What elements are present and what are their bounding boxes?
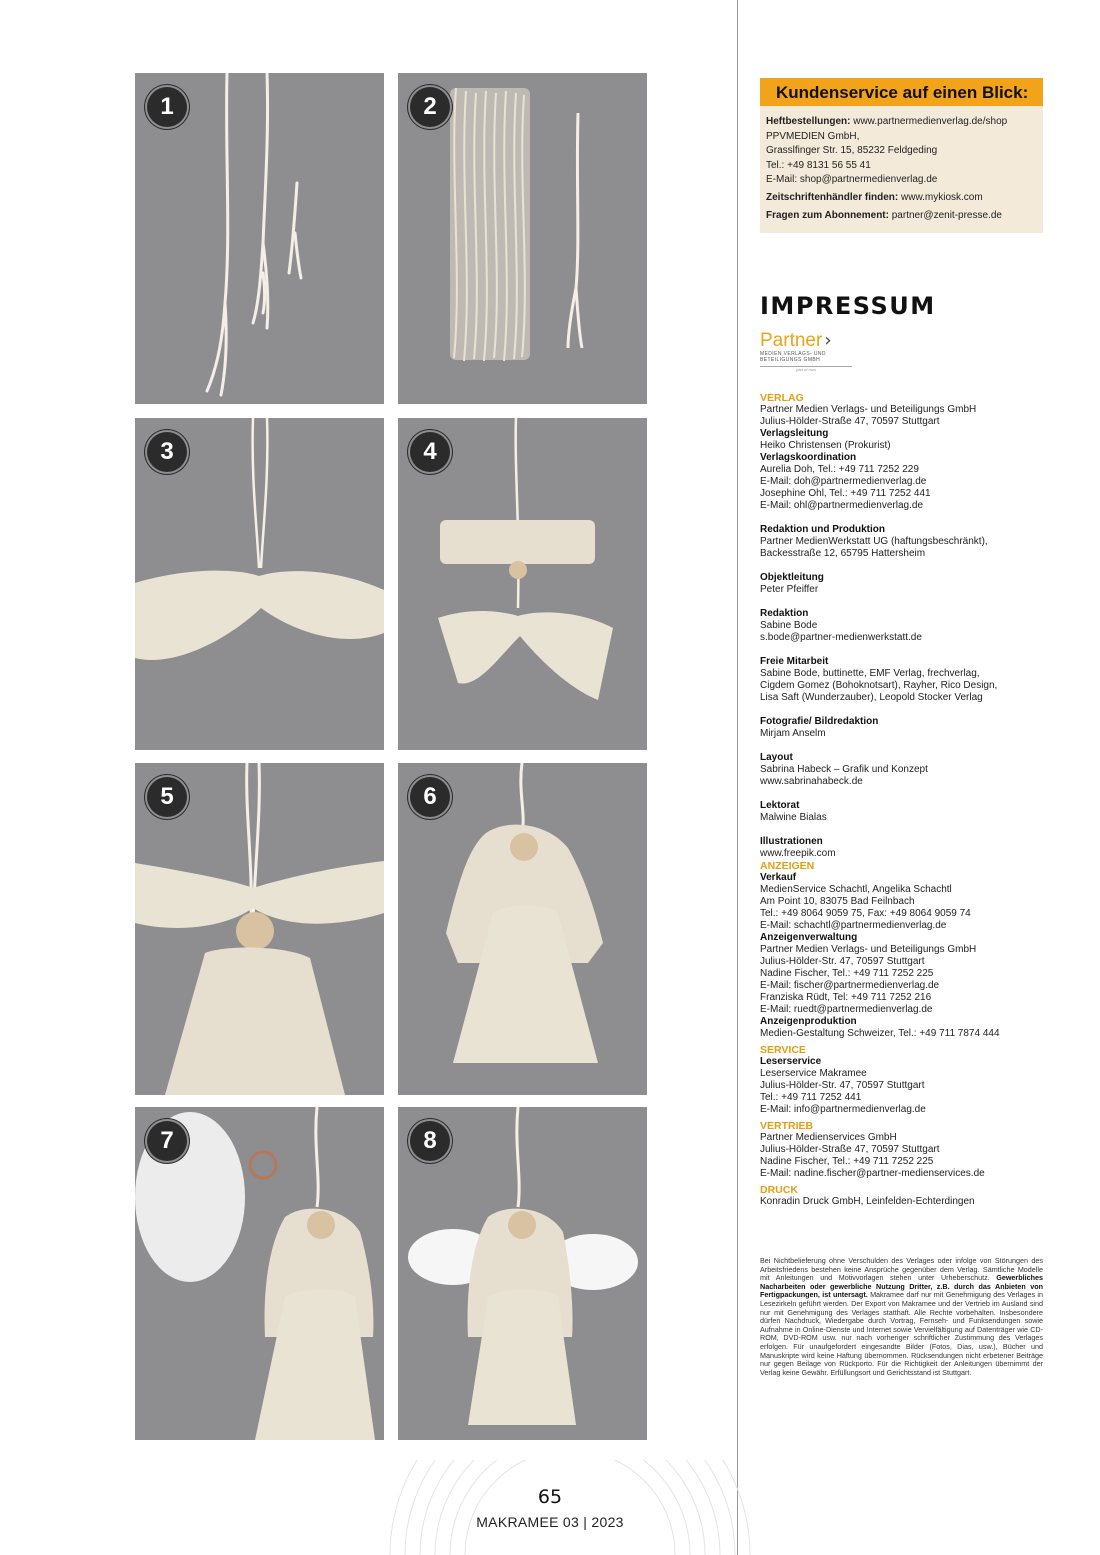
vertrieb-line: Julius-Hölder-Straße 47, 70597 Stuttgart [760,1144,940,1155]
magazine-issue: MAKRAMEE 03 | 2023 [476,1514,624,1530]
verkauf-label: Verkauf [760,872,797,883]
verlag-line: Julius-Hölder-Straße 47, 70597 Stuttgart [760,416,940,427]
verkauf-line[interactable]: E-Mail: schachtl@partnermedienverlag.de [760,920,947,931]
verkauf-line: MedienService Schachtl, Angelika Schachtl [760,884,952,895]
verkauf-line: Tel.: +49 8064 9059 75, Fax: +49 8064 9059 74 [760,908,971,919]
section-service: SERVICE [760,1044,806,1056]
step-badge-5: 5 [147,777,187,817]
objektleitung-label: Objektleitung [760,572,824,583]
dealer-link[interactable]: www.mykiosk.com [901,191,983,203]
abo-label: Fragen zum Abonnement: [766,209,889,221]
objektleitung-line: Peter Pfeiffer [760,584,819,595]
section-vertrieb: VERTRIEB [760,1120,814,1132]
freie-mitarbeit-line: Lisa Saft (Wunderzauber), Leopold Stocker Verlag [760,692,983,703]
logo-tagline: part of mzs [796,367,816,372]
service-line: Julius-Hölder-Str. 47, 70597 Stuttgart [760,1080,925,1091]
orders-phone: Tel.: +49 8131 56 55 41 [766,159,871,171]
verwaltung-line: Partner Medien Verlags- und Beteiligungs GmbH [760,944,977,955]
druck-line: Konradin Druck GmbH, Leinfelden-Echterdingen [760,1196,975,1207]
step-badge-8: 8 [410,1121,450,1161]
layout-line: Sabrina Habeck – Grafik und Konzept [760,764,928,775]
koordination-line: Josephine Ohl, Tel.: +49 711 7252 441 [760,488,931,499]
orders-company: PPVMEDIEN GmbH, [766,130,860,142]
verwaltung-line[interactable]: E-Mail: ruedt@partnermedienverlag.de [760,1004,933,1015]
verkauf-line: Am Point 10, 83075 Bad Feilnbach [760,896,915,907]
produktion-line: Medien-Gestaltung Schweizer, Tel.: +49 711 7874 444 [760,1028,1000,1039]
step-badge-3: 3 [147,432,187,472]
step-photo-8 [398,1107,647,1440]
service-line: Tel.: +49 711 7252 441 [760,1092,862,1103]
freie-mitarbeit-line: Sabine Bode, buttinette, EMF Verlag, frechverlag, [760,668,980,679]
publisher-logo [760,330,870,378]
legal-text-a: Bei Nichtbelieferung ohne Verschulden des Verlages oder infolge von Störungen des Arbeitsfriedens bestehen keine Ansprüche gegenüber dem Verlag. Sämtliche Modelle mit Anleitungen und Motivvorlagen stehen unter Urheberschutz. [760,1256,1043,1283]
page-number: 65 [537,1486,563,1508]
redaktion-line: Sabine Bode [760,620,818,631]
redaktion-produktion-line: Partner MedienWerkstatt UG (haftungsbeschränkt), [760,536,988,547]
abo-email[interactable]: partner@zenit-presse.de [891,209,1002,221]
column-divider [737,0,738,1555]
logo-word: Partner [760,330,823,351]
koordination-line: Aurelia Doh, Tel.: +49 711 7252 229 [760,464,919,475]
vertrieb-line: Partner Medienservices GmbH [760,1132,897,1143]
step-photo-4 [398,418,647,750]
anzeigenproduktion-label: Anzeigenproduktion [760,1016,857,1027]
verlagsleitung-value: Heiko Christensen (Prokurist) [760,440,891,451]
orders-label: Heftbestellungen: [766,116,851,127]
step-photo-7 [135,1107,384,1440]
verlagskoordination-label: Verlagskoordination [760,452,857,463]
verwaltung-line: Franziska Rüdt, Tel: +49 711 7252 216 [760,992,932,1003]
customer-service-title: Kundenservice auf einen Blick: [760,78,1043,106]
dealer-label: Zeitschriftenhändler finden: [766,191,899,203]
verlagsleitung-label: Verlagsleitung [760,428,829,439]
redaktion-line[interactable]: s.bode@partner-medienwerkstatt.de [760,632,922,643]
redaktion-produktion-label: Redaktion und Produktion [760,524,885,535]
verwaltung-line: Julius-Hölder-Str. 47, 70597 Stuttgart [760,956,925,967]
freie-mitarbeit-line: Cigdem Gomez (Bohoknotsart), Rayher, Rico Design, [760,680,998,691]
step-badge-1: 1 [147,87,187,127]
step-photo-5 [135,763,384,1095]
step-badge-7: 7 [147,1121,187,1161]
section-verlag: VERLAG [760,392,804,404]
redaktion-produktion-line: Backesstraße 12, 65795 Hattersheim [760,548,926,559]
verwaltung-line: Nadine Fischer, Tel.: +49 711 7252 225 [760,968,934,979]
redaktion-label: Redaktion [760,608,809,619]
step-photo-6 [398,763,647,1095]
impressum-body [760,392,1045,1208]
illustrationen-label: Illustrationen [760,836,823,847]
section-druck: DRUCK [760,1184,798,1196]
customer-service-box [760,78,1043,233]
logo-subtitle-2: BETEILIGUNGS GMBH [760,357,821,363]
leserservice-label: Leserservice [760,1056,822,1067]
fotografie-label: Fotografie/ Bildredaktion [760,716,879,727]
verwaltung-line[interactable]: E-Mail: fischer@partnermedienverlag.de [760,980,940,991]
logo-subtitle-1: MEDIEN VERLAGS- UND [760,351,826,357]
service-line[interactable]: E-Mail: info@partnermedienverlag.de [760,1104,926,1115]
freie-mitarbeit-label: Freie Mitarbeit [760,656,829,667]
chevron-right-icon: › [824,330,832,351]
koordination-line[interactable]: E-Mail: doh@partnermedienverlag.de [760,476,927,487]
lektorat-line: Malwine Bialas [760,812,827,823]
service-line: Leserservice Makramee [760,1068,867,1079]
anzeigenverwaltung-label: Anzeigenverwaltung [760,932,858,943]
koordination-line[interactable]: E-Mail: ohl@partnermedienverlag.de [760,500,924,511]
orders-address: Grasslfinger Str. 15, 85232 Feldgeding [766,145,938,157]
step-badge-6: 6 [410,777,450,817]
layout-label: Layout [760,752,793,763]
orders-link[interactable]: www.partnermedienverlag.de/shop [853,116,1008,127]
impressum-title: IMPRESSUM [760,292,936,320]
verlag-line: Partner Medien Verlags- und Beteiligungs GmbH [760,404,977,415]
fotografie-line: Mirjam Anselm [760,728,826,739]
legal-text-bold: Gewerbliches Nacharbeiten oder gewerbliche Nutzung Dritter, z.B. durch das Anbieten von Fertigpackungen, ist untersagt. [760,1273,1043,1300]
vertrieb-line[interactable]: E-Mail: nadine.fischer@partner-medienservices.de [760,1168,985,1179]
step-badge-2: 2 [410,87,450,127]
legal-notice [760,1257,1043,1377]
vertrieb-line: Nadine Fischer, Tel.: +49 711 7252 225 [760,1156,934,1167]
layout-line[interactable]: www.sabrinahabeck.de [760,776,863,787]
step-photo-2 [398,73,647,404]
step-photo-1 [135,73,384,404]
section-anzeigen: ANZEIGEN [760,860,815,872]
illustrationen-line[interactable]: www.freepik.com [760,848,836,859]
step-badge-4: 4 [410,432,450,472]
legal-text-b: Makramee darf nur mit Genehmigung des Verlages in Lesezirkeln geführt werden. Der Export von Makramee und der Vertrieb im Ausland sind nur mit Genehmigung des Verlages statthaft. Alle Rechte vorbehalten. Insbesondere dürfen Nachdruck, Wiedergabe durch Vortrag, Fernseh- und Funksendungen sowie Aufnahme in Online-Dienste und Internet sowie Vervielfältigung auf Datenträger wie CD-ROM, DVD-ROM usw. nur nach vorheriger schriftlicher Zustimmung des Verlages erfolgen. Für unaufgefordert eingesandte Bilder (Fotos, Dias, usw.), Bücher und Manuskripte wird keine Haftung übernommen. Rücksendungen nicht erbetener Beiträge nur gegen Beilage von Rückporto. Für die Richtigkeit der Anleitungen übernimmt der Verlag keine Gewähr. Erfüllungsort und Gerichtsstand ist Stuttgart. [760,1290,1044,1377]
lektorat-label: Lektorat [760,800,800,811]
orders-email[interactable]: E-Mail: shop@partnermedienverlag.de [766,174,938,186]
step-photo-3 [135,418,384,750]
